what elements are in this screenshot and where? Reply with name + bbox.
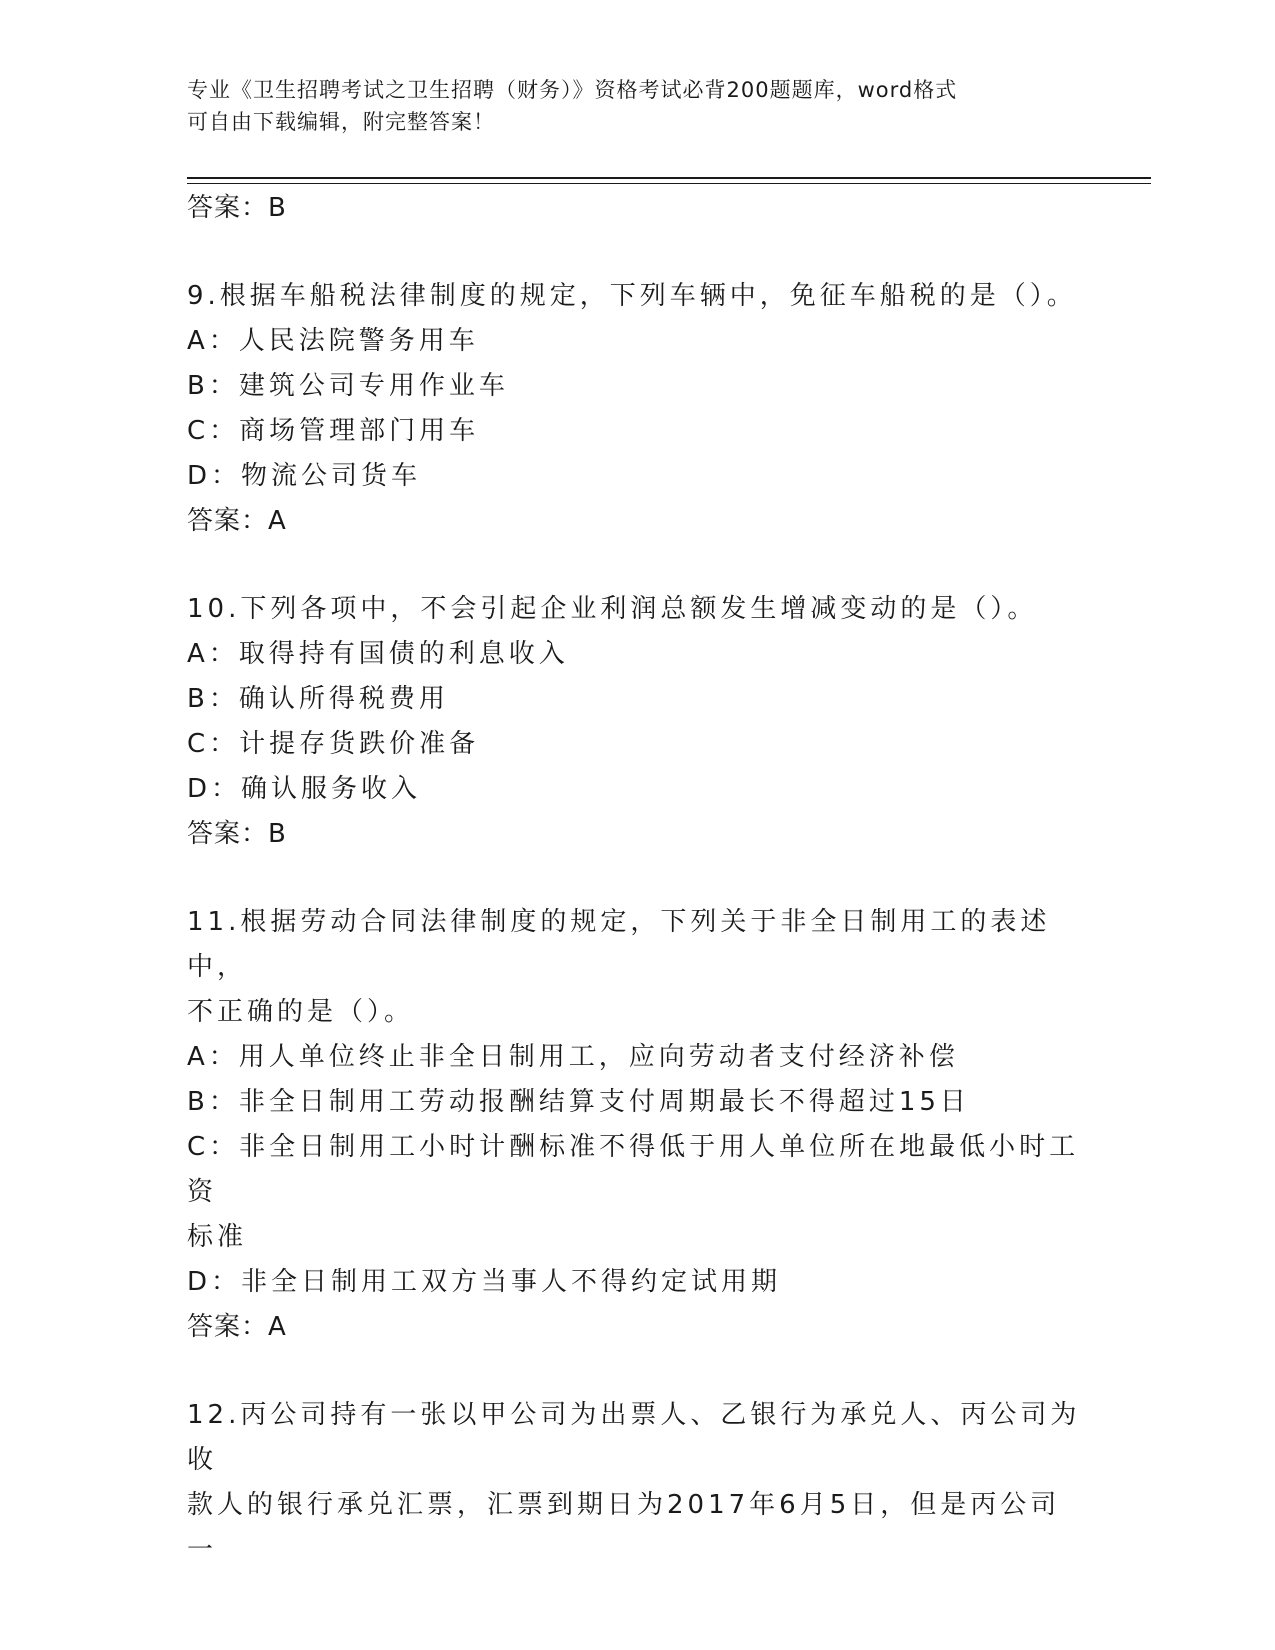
- question-11: [187, 900, 1087, 1349]
- question-text-line-2: 不正确的是（）。: [187, 997, 415, 1027]
- option-c: C：非全日制用工小时计酬标准不得低于用人单位所在地最低小时工资: [187, 1132, 1080, 1207]
- option-a: A：用人单位终止非全日制用工，应向劳动者支付经济补偿: [187, 1042, 959, 1072]
- document-header: [187, 74, 1067, 138]
- option-c-continued: 标准: [187, 1222, 248, 1252]
- question-10: [187, 587, 1087, 856]
- header-divider-thin: [187, 183, 1151, 184]
- option-d: D：物流公司货车: [187, 461, 422, 491]
- question-text-line-1: 11.根据劳动合同法律制度的规定，下列关于非全日制用工的表述中，: [187, 907, 1051, 982]
- question-text-line-1: 12.丙公司持有一张以甲公司为出票人、乙银行为承兑人、丙公司为收: [187, 1400, 1081, 1475]
- question-9: [187, 274, 1087, 543]
- answer: 答案：A: [187, 506, 287, 536]
- document-body: [187, 186, 1087, 1617]
- question-text: 10.下列各项中，不会引起企业利润总额发生增减变动的是（）。: [187, 594, 1038, 624]
- answer: 答案：A: [187, 1312, 287, 1342]
- option-d: D：非全日制用工双方当事人不得约定试用期: [187, 1267, 782, 1297]
- question-text: 9.根据车船税法律制度的规定，下列车辆中，免征车船税的是（）。: [187, 281, 1077, 311]
- question-text-line-2: 款人的银行承兑汇票，汇票到期日为2017年6月5日，但是丙公司一: [187, 1490, 1061, 1565]
- previous-answer: 答案：B: [187, 193, 287, 223]
- header-line-2: 可自由下载编辑，附完整答案！: [187, 110, 495, 134]
- answer: 答案：B: [187, 819, 287, 849]
- option-a: A：人民法院警务用车: [187, 326, 479, 356]
- option-c: C：计提存货跌价准备: [187, 729, 480, 759]
- header-line-1: 专业《卫生招聘考试之卫生招聘（财务）》资格考试必背200题题库，word格式: [187, 78, 958, 102]
- option-b: B：建筑公司专用作业车: [187, 371, 509, 401]
- question-12: [187, 1393, 1087, 1573]
- option-b: B：非全日制用工劳动报酬结算支付周期最长不得超过15日: [187, 1087, 970, 1117]
- option-c: C：商场管理部门用车: [187, 416, 480, 446]
- option-a: A：取得持有国债的利息收入: [187, 639, 569, 669]
- option-d: D：确认服务收入: [187, 774, 422, 804]
- option-b: B：确认所得税费用: [187, 684, 449, 714]
- header-divider-thick: [187, 177, 1151, 179]
